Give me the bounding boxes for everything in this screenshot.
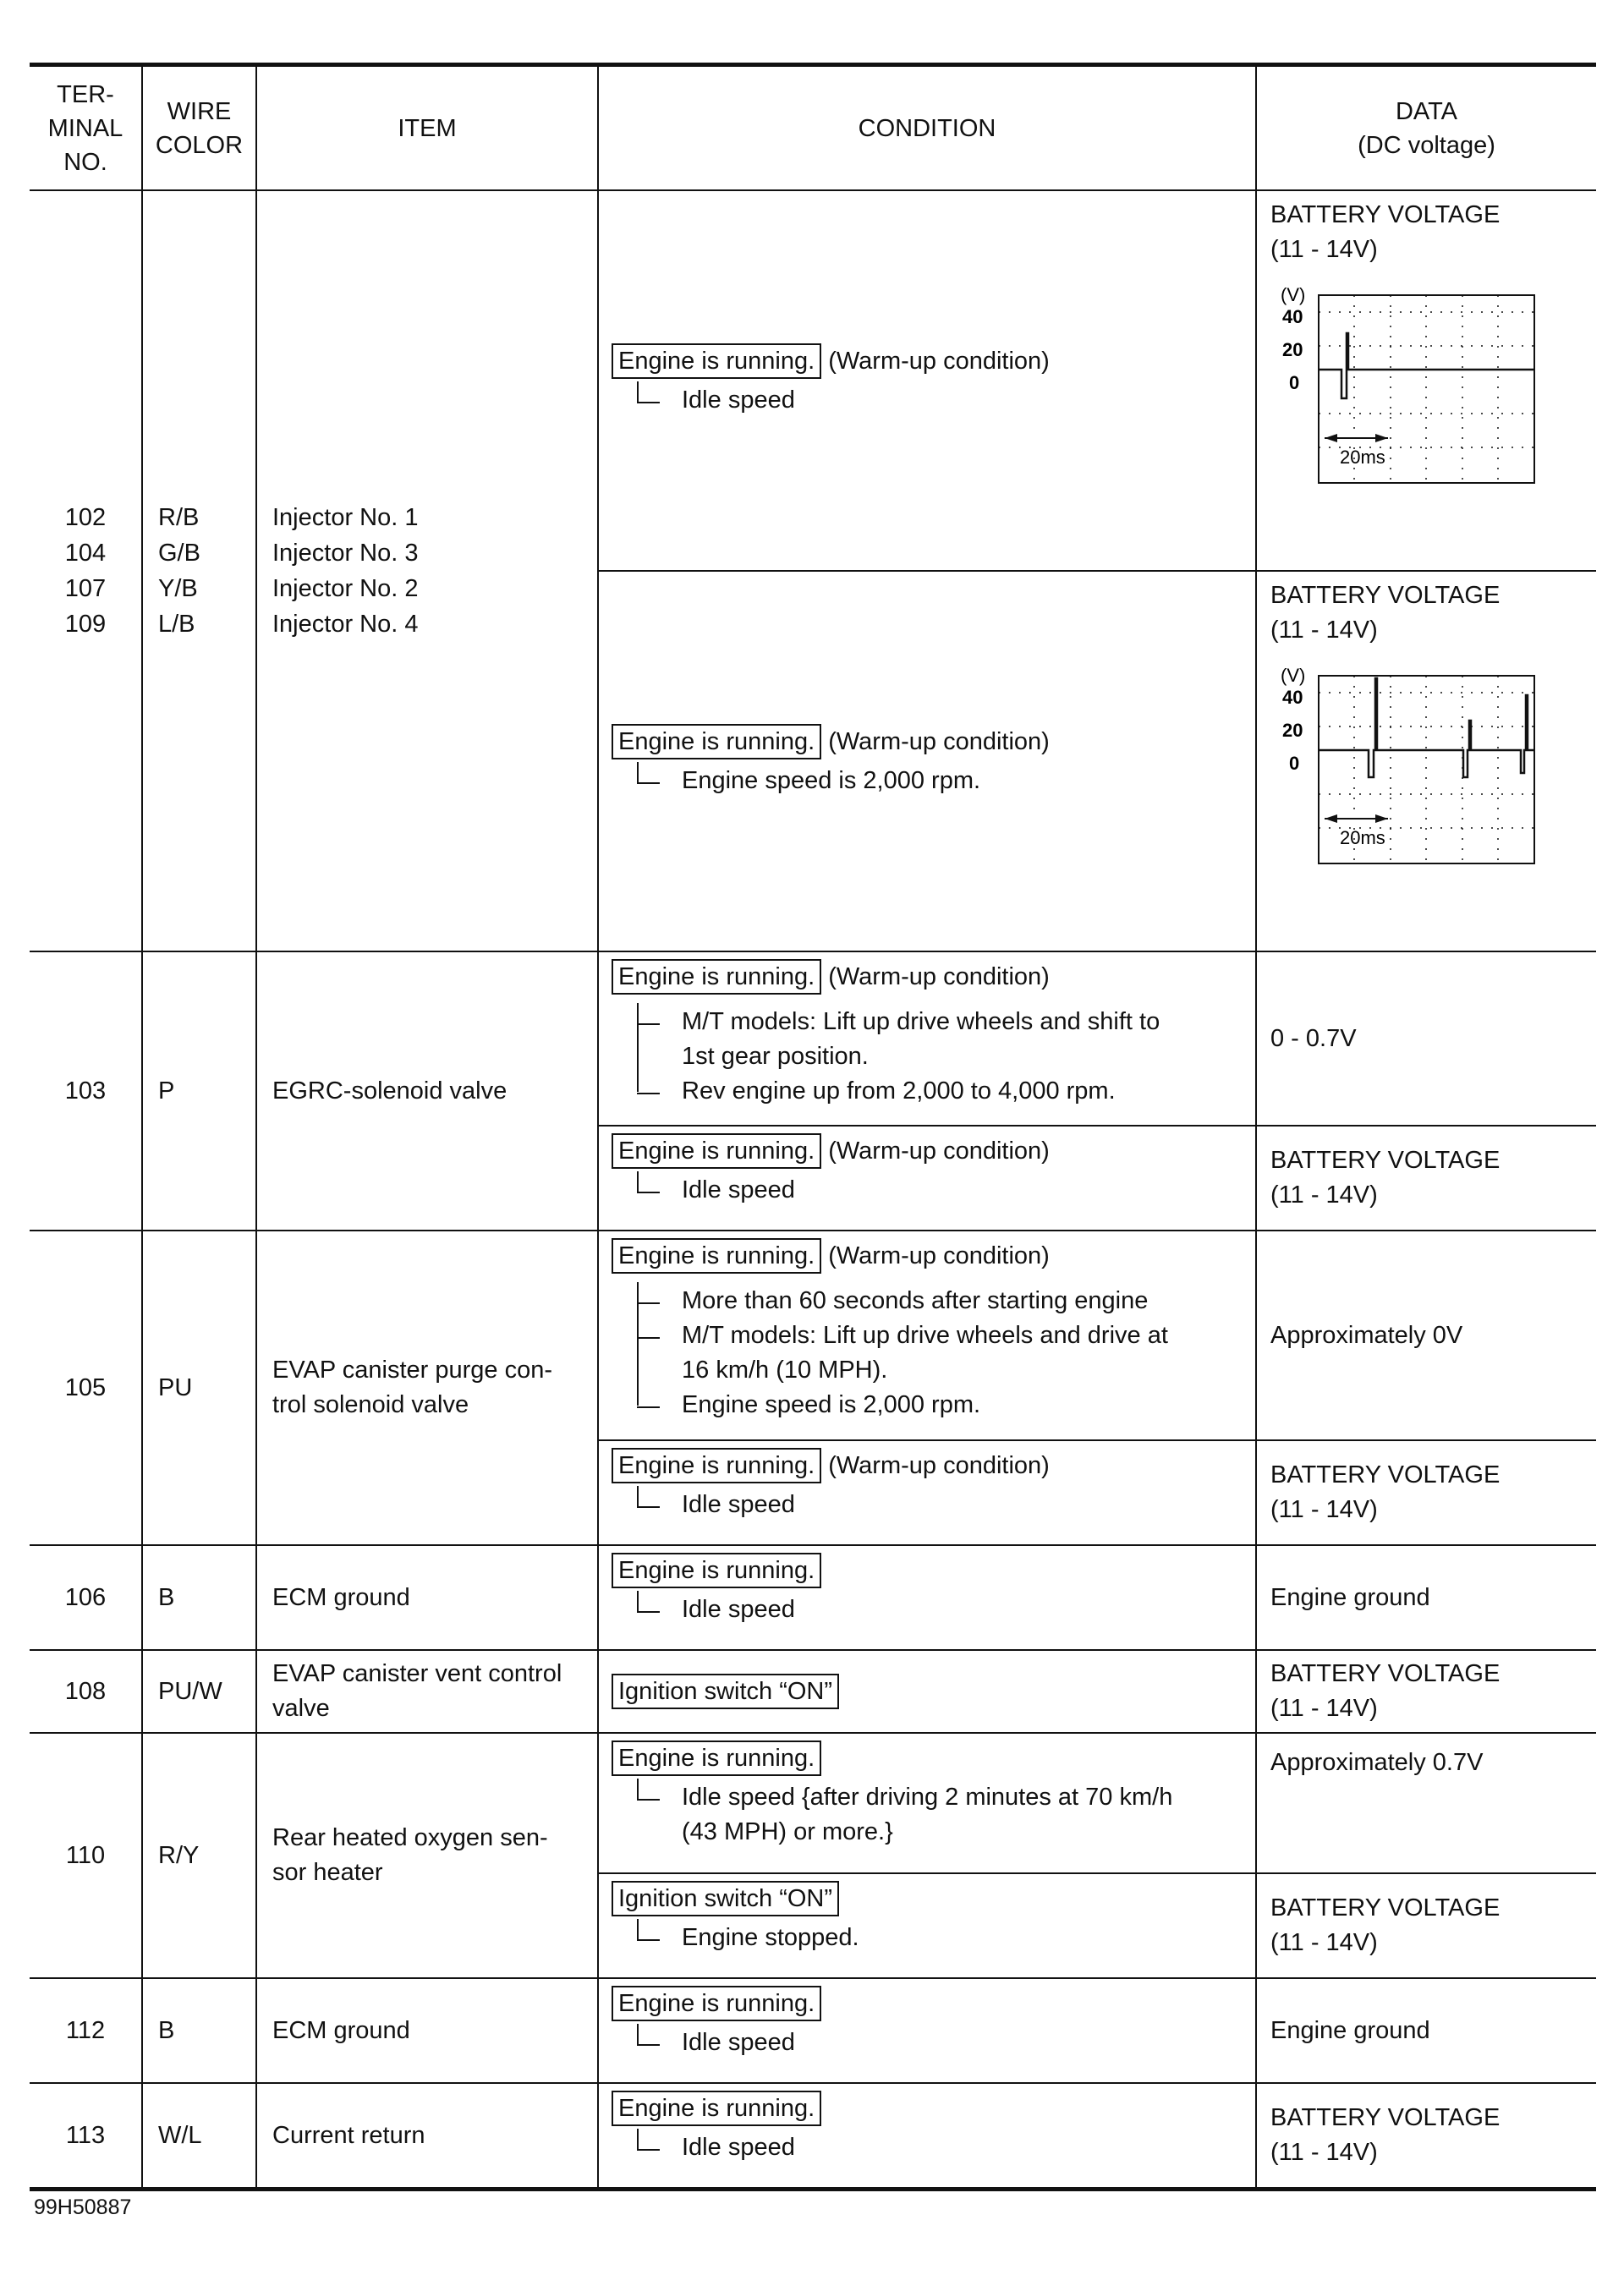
condition-cell: Engine is running. (Warm-up condition) Idle speed bbox=[598, 1440, 1256, 1545]
table-row bbox=[30, 190, 1596, 571]
condition-box: Engine is running. bbox=[612, 343, 821, 379]
scope-y-20: 20 bbox=[1282, 339, 1303, 360]
wire-color-cell: PU/W bbox=[142, 1650, 256, 1733]
terminal-cell: 108 bbox=[30, 1650, 142, 1733]
condition-box: Engine is running. bbox=[612, 959, 821, 995]
condition-sub: Idle speed bbox=[637, 1488, 1247, 1522]
terminal-cell: 106 bbox=[30, 1545, 142, 1650]
scope-y-20: 20 bbox=[1282, 720, 1303, 741]
terminal-cell: 110 bbox=[30, 1733, 142, 1978]
header-terminal: TER- MINAL NO. bbox=[30, 65, 142, 191]
condition-box: Engine is running. bbox=[612, 1986, 821, 2021]
condition-cell: Engine is running. (Warm-up condition) Engine speed is 2,000 rpm. bbox=[598, 571, 1256, 951]
wire-color-cell: B bbox=[142, 1545, 256, 1650]
wire-color-cell: PU bbox=[142, 1231, 256, 1545]
scope-y-0: 0 bbox=[1289, 753, 1300, 774]
terminal-cell: 105 bbox=[30, 1231, 142, 1545]
wire-color-cell: R/B G/B Y/B L/B bbox=[142, 190, 256, 951]
oscilloscope-idle-waveform bbox=[1274, 282, 1536, 485]
terminal-cell: 113 bbox=[30, 2083, 142, 2190]
data-cell: BATTERY VOLTAGE (11 - 14V) bbox=[1256, 1873, 1596, 1978]
condition-sub-list: M/T models: Lift up drive wheels and shift to 1st gear position. Rev engine up from 2,000 to 4,000 rpm. bbox=[637, 1005, 1247, 1109]
terminal-cell: 103 bbox=[30, 951, 142, 1231]
wire-color-cell: P bbox=[142, 951, 256, 1231]
condition-cell bbox=[598, 1873, 1256, 1978]
table-row bbox=[30, 1733, 1596, 1873]
condition-box: Engine is running. bbox=[612, 1741, 821, 1776]
data-cell: BATTERY VOLTAGE (11 - 14V) bbox=[1256, 1650, 1596, 1733]
condition-sub: Engine speed is 2,000 rpm. bbox=[637, 764, 1247, 798]
wire-color-cell: B bbox=[142, 1978, 256, 2083]
table-row bbox=[30, 951, 1596, 1126]
item-cell: ECM ground bbox=[256, 1978, 598, 2083]
item-cell: Current return bbox=[256, 2083, 598, 2190]
scope-y-0: 0 bbox=[1289, 372, 1300, 393]
terminal-table-page bbox=[30, 63, 1596, 2191]
table-row bbox=[30, 1650, 1596, 1733]
item-cell: Injector No. 1 Injector No. 3 Injector No. 2 Injector No. 4 bbox=[256, 190, 598, 951]
data-cell: BATTERY VOLTAGE (11 - 14V) bbox=[1256, 2083, 1596, 2190]
data-cell: Approximately 0.7V bbox=[1256, 1733, 1596, 1873]
condition-cell: Engine is running. (Warm-up condition) More than 60 seconds after starting engine M/T models: Lift up drive wheels and drive at 16 km/h (10 MPH). Engine speed is 2,000 rpm. bbox=[598, 1231, 1256, 1440]
table-row bbox=[30, 1231, 1596, 1440]
condition-sub: Idle speed bbox=[637, 2130, 1247, 2165]
condition-cell bbox=[598, 1650, 1256, 1733]
condition-sub-list: More than 60 seconds after starting engine M/T models: Lift up drive wheels and drive at 16 km/h (10 MPH). Engine speed is 2,000 rpm. bbox=[637, 1284, 1247, 1423]
condition-box: Engine is running. bbox=[612, 1238, 821, 1274]
data-cell: Approximately 0V bbox=[1256, 1231, 1596, 1440]
condition-box: Ignition switch “ON” bbox=[612, 1881, 839, 1916]
item-cell: EVAP canister vent control valve bbox=[256, 1650, 598, 1733]
scope-time-label: 20ms bbox=[1340, 827, 1385, 848]
item-cell: Rear heated oxygen sen- sor heater bbox=[256, 1733, 598, 1978]
data-cell: BATTERY VOLTAGE (11 - 14V) bbox=[1256, 1440, 1596, 1545]
data-cell: BATTERY VOLTAGE (11 - 14V) (V) 40 20 0 20ms bbox=[1256, 190, 1596, 571]
condition-box: Engine is running. bbox=[612, 1133, 821, 1169]
scope-unit-label: (V) bbox=[1281, 284, 1306, 305]
header-row bbox=[30, 65, 1596, 191]
data-cell: BATTERY VOLTAGE (11 - 14V) bbox=[1256, 1126, 1596, 1231]
terminal-cell: 102 104 107 109 bbox=[30, 190, 142, 951]
scope-y-40: 40 bbox=[1282, 687, 1303, 708]
condition-sub: Idle speed bbox=[637, 2026, 1247, 2060]
scope-y-40: 40 bbox=[1282, 306, 1303, 327]
condition-box: Engine is running. bbox=[612, 724, 821, 759]
condition-box: Engine is running. bbox=[612, 1448, 821, 1483]
condition-box: Engine is running. bbox=[612, 1553, 821, 1588]
header-wire-color: WIRE COLOR bbox=[142, 65, 256, 191]
header-condition: CONDITION bbox=[598, 65, 1256, 191]
header-item: ITEM bbox=[256, 65, 598, 191]
scope-waveform bbox=[1319, 333, 1534, 398]
condition-box: Engine is running. bbox=[612, 2091, 821, 2126]
condition-sub: Idle speed bbox=[637, 383, 1247, 418]
condition-cell bbox=[598, 1545, 1256, 1650]
condition-sub: Idle speed bbox=[637, 1173, 1247, 1208]
ecm-terminal-table bbox=[30, 63, 1596, 2191]
condition-sub: Engine stopped. bbox=[637, 1921, 1247, 1955]
item-cell: EGRC-solenoid valve bbox=[256, 951, 598, 1231]
table-row bbox=[30, 1545, 1596, 1650]
condition-cell: Engine is running. (Warm-up condition) M/T models: Lift up drive wheels and shift to 1st gear position. Rev engine up from 2,000 to 4,000 rpm. bbox=[598, 951, 1256, 1126]
condition-cell: Engine is running. (Warm-up condition) Idle speed bbox=[598, 1126, 1256, 1231]
condition-sub: Idle speed {after driving 2 minutes at 70 km/h (43 MPH) or more.} bbox=[637, 1780, 1247, 1850]
oscilloscope-2000rpm-waveform bbox=[1274, 663, 1536, 866]
scope-unit-label: (V) bbox=[1281, 665, 1306, 686]
table-row bbox=[30, 1978, 1596, 2083]
wire-color-cell: R/Y bbox=[142, 1733, 256, 1978]
condition-cell bbox=[598, 1733, 1256, 1873]
item-cell: ECM ground bbox=[256, 1545, 598, 1650]
condition-cell bbox=[598, 1978, 1256, 2083]
table-row bbox=[30, 2083, 1596, 2190]
wire-color-cell: W/L bbox=[142, 2083, 256, 2190]
item-cell: EVAP canister purge con- trol solenoid valve bbox=[256, 1231, 598, 1545]
figure-code: 99H50887 bbox=[34, 2196, 132, 2219]
scope-time-label: 20ms bbox=[1340, 447, 1385, 468]
condition-cell bbox=[598, 2083, 1256, 2190]
terminal-cell: 112 bbox=[30, 1978, 142, 2083]
condition-cell: Engine is running. (Warm-up condition) Idle speed bbox=[598, 190, 1256, 571]
condition-sub: Idle speed bbox=[637, 1592, 1247, 1627]
data-cell: BATTERY VOLTAGE (11 - 14V) (V) 40 20 0 20ms bbox=[1256, 571, 1596, 951]
data-cell: Engine ground bbox=[1256, 1545, 1596, 1650]
data-cell: Engine ground bbox=[1256, 1978, 1596, 2083]
data-cell: 0 - 0.7V bbox=[1256, 951, 1596, 1126]
condition-box: Ignition switch “ON” bbox=[612, 1674, 839, 1709]
header-data: DATA (DC voltage) bbox=[1256, 65, 1596, 191]
